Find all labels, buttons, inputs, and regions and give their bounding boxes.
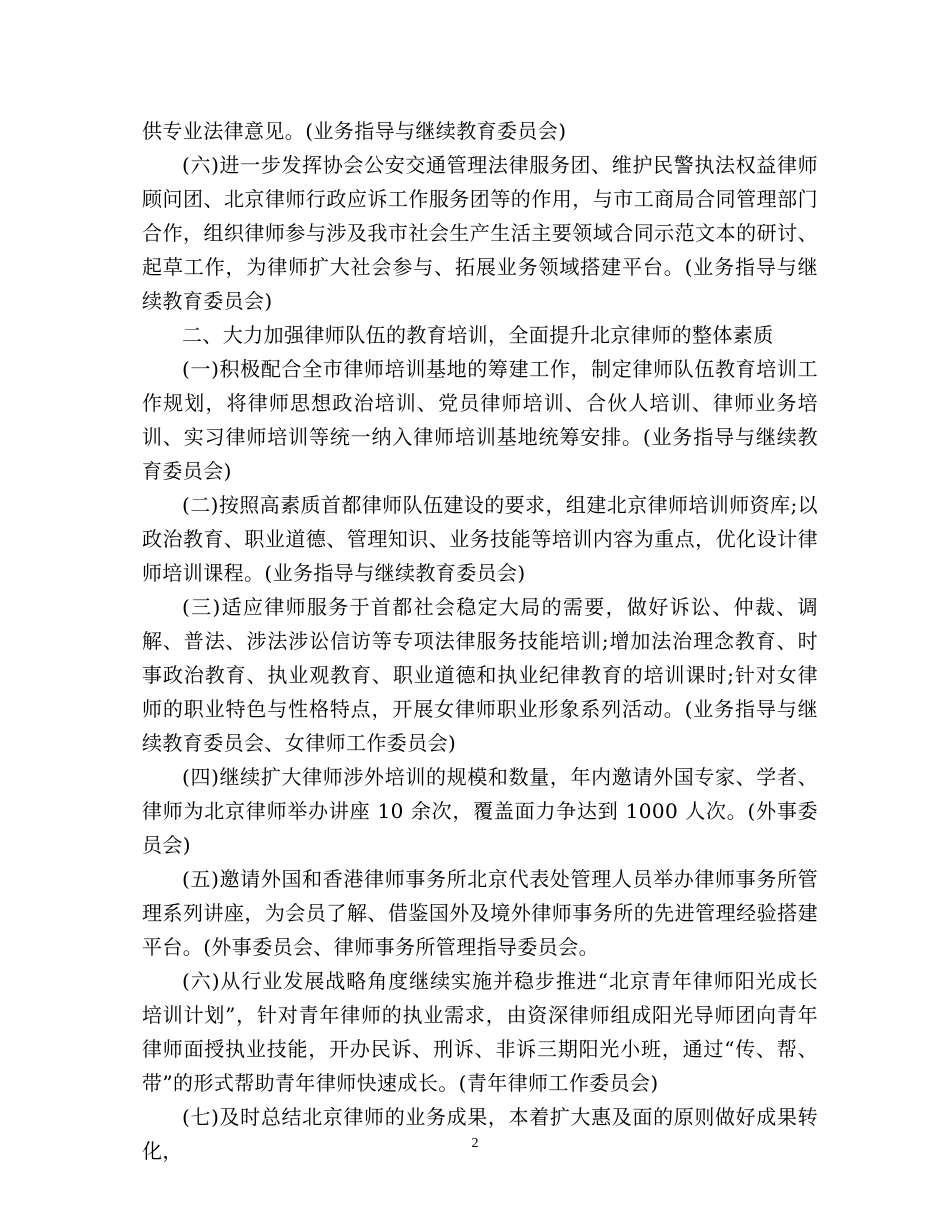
- paragraph-item-6-service-teams: (六)进一步发挥协会公安交通管理法律服务团、维护民警执法权益律师顾问团、北京律师行政应诉工作服务团等的作用，与市工商局合同管理部门合作，组织律师参与涉及我市社会生产生活主要领域合同示范文本的研讨、起草工作，为律师扩大社会参与、拓展业务领域搭建平台。(业务指导与继续教育委员会): [142, 153, 818, 313]
- document-body: [142, 114, 818, 1168]
- paragraph-item-5-management-lectures: (五)邀请外国和香港律师事务所北京代表处管理人员举办律师事务所管理系列讲座，为会员了解、借鉴国外及境外律师事务所的先进管理经验搭建平台。(外事委员会、律师事务所管理指导委员会。: [142, 867, 818, 959]
- paragraph-item-1-training-base: (一)积极配合全市律师培训基地的筹建工作，制定律师队伍教育培训工作规划，将律师思想政治培训、党员律师培训、合伙人培训、律师业务培训、实习律师培训等统一纳入律师培训基地统筹安排。(业务指导与继续教育委员会): [142, 357, 818, 483]
- paragraph-item-2-trainer-pool: (二)按照高素质首都律师队伍建设的要求，组建北京律师培训师资库;以政治教育、职业道德、管理知识、业务技能等培训内容为重点，优化设计律师培训课程。(业务指导与继续教育委员会): [142, 493, 818, 585]
- paragraph-item-6-young-lawyers: (六)从行业发展战略角度继续实施并稳步推进“北京青年律师阳光成长培训计划”，针对青年律师的执业需求，由资深律师组成阳光导师团向青年律师面授执业技能，开办民诉、刑诉、非诉三期阳光小班，通过“传、帮、带”的形式帮助青年律师快速成长。(青年律师工作委员会): [142, 969, 818, 1095]
- section-heading-2: 二、大力加强律师队伍的教育培训，全面提升北京律师的整体素质: [182, 323, 774, 347]
- page-number: 2: [471, 1136, 479, 1151]
- paragraph-item-7-business-results: (七)及时总结北京律师的业务成果，本着扩大惠及面的原则做好成果转化，: [142, 1105, 818, 1163]
- paragraph-item-3-skills-training: (三)适应律师服务于首都社会稳定大局的需要，做好诉讼、仲裁、调解、普法、涉法涉讼信访等专项法律服务技能培训;增加法治理念教育、时事政治教育、执业观教育、职业道德和执业纪律教育的培训课时;针对女律师的职业特色与性格特点，开展女律师职业形象系列活动。(业务指导与继续教育委员会、女律师工作委员会): [142, 595, 818, 755]
- paragraph-item-4-foreign-training: (四)继续扩大律师涉外培训的规模和数量，年内邀请外国专家、学者、律师为北京律师举办讲座 10 余次，覆盖面力争达到 1000 人次。(外事委员会): [142, 765, 818, 857]
- paragraph-continuation: 供专业法律意见。(业务指导与继续教育委员会): [142, 119, 567, 143]
